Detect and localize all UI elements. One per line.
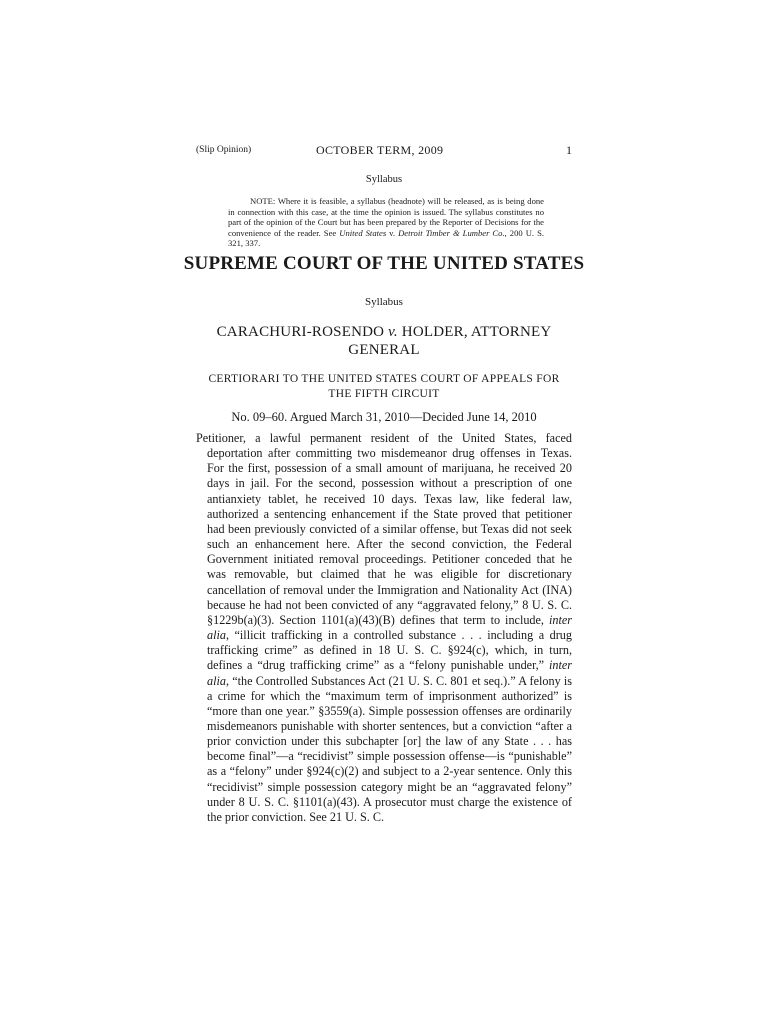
caption-versus: v. [388,324,398,340]
note-citation-party-1: United States [339,227,387,238]
note-paragraph [228,196,544,249]
note-citation-party-2: Detroit Timber & Lumber Co. [398,227,505,238]
petitioner-name: CARACHURI-ROSENDO [216,324,385,340]
note-citation-versus: v. [386,227,399,238]
page-number: 1 [566,143,572,157]
syllabus-header: Syllabus [365,174,403,185]
inter-alia-2: inter alia [207,658,572,688]
note-text: NOTE: Where it is feasible, a syllabus (headnote) will be released, as is being done in connection with this case, at the time the opinion is issued. The syllabus constitutes no part of the opinion of the Court but has been prepared by the Reporter of Decisions for the convenience of the reader. See [228,196,544,238]
inter-alia-1: inter alia [207,612,572,643]
body-text-2: , “illicit trafficking in a controlled substance . . . including a drug trafficking crime” as defined in 18 U. S. C. §924(c), which, in turn, defines a “drug trafficking crime” as a “felony punishable under,” [207,628,572,673]
certiorari-line: CERTIORARI TO THE UNITED STATES COURT OF APPEALS FOR THE FIFTH CIRCUIT [208,373,560,400]
syllabus-body [196,431,572,825]
case-caption [196,323,572,359]
running-header [196,143,572,159]
respondent-name: HOLDER, ATTORNEY GENERAL [348,324,552,358]
body-text-1: Petitioner, a lawful permanent resident of the United States, faced deportation after committing two misdemeanor drug offenses in Texas. For the first, possession of a small amount of marijuana, he received 20 days in jail. For the second, possession without a prescription of one antianxiety tablet, he received 10 days. Texas law, like federal law, authorized a sentencing enhancement if the State proved that petitioner had been previously convicted of a similar offense, but Texas did not seek such an enhancement here. After the second conviction, the Federal Government initiated removal proceedings. Petitioner conceded that he was removable, but claimed that he was eligible for discretionary cancellation of removal under the Immigration and Nationality Act (INA) because he had not been convicted of any “aggravated felony,” 8 U. S. C. §1229b(a)(3). Section 1101(a)(43)(B) defines that term to include, [196,431,572,627]
court-name: SUPREME COURT OF THE UNITED STATES [183,253,585,274]
body-paragraph [196,431,572,825]
syllabus-note [228,196,544,249]
slip-opinion-label: (Slip Opinion) [196,145,252,155]
syllabus-heading: Syllabus [365,296,403,308]
body-text-3: , “the Controlled Substances Act (21 U. S. C. 801 et seq.).” A felony is a crime for which the “maximum term of imprisonment authorized” is “more than one year.” §3559(a). Simple possession offenses are ordinarily misdemeanors punishable with shorter sentences, but a conviction “after a prior conviction under this subchapter [or] the law of any State . . . has become final”—a “recidivist” simple possession offense—is “punishable” as a “felony” under §924(c)(2) and subject to a 2-year sentence. Only this “recidivist” simple possession category might be an “aggravated felony” under 8 U. S. C. §1101(a)(43). A prosecutor must charge the existence of the prior conviction. See 21 U. S. C. [207,673,572,824]
term-label: OCTOBER TERM, 2009 [316,143,444,157]
docket-line: No. 09–60. Argued March 31, 2010—Decided June 14, 2010 [231,410,537,424]
note-citation-reporter: , 200 U. S. 321, 337. [228,227,544,249]
